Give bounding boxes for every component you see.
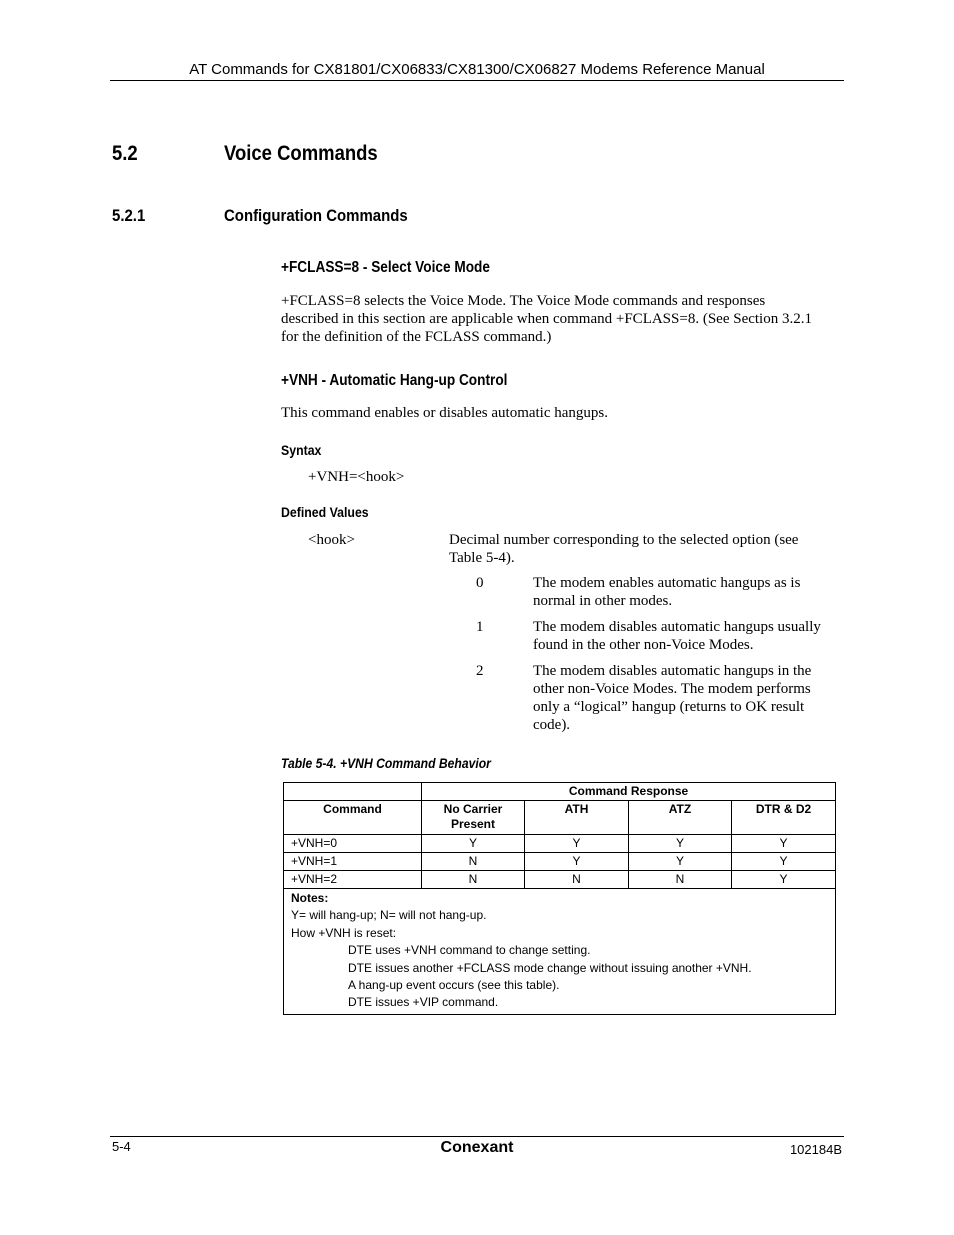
document-number: 102184B (789, 1142, 842, 1157)
option-line: only a “logical” hangup (returns to OK result (533, 699, 805, 715)
running-header: AT Commands for CX81801/CX06833/CX81300/CX06827 Modems Reference Manual (189, 61, 765, 78)
table-cell: Y (732, 835, 836, 853)
table-notes (284, 889, 836, 1015)
option-line: normal in other modes. (533, 593, 673, 609)
header-rule (110, 80, 844, 81)
table-cell: Y (629, 835, 732, 853)
param-description (449, 531, 839, 567)
table-cell: +VNH=0 (284, 835, 422, 853)
notes-title: Notes: (291, 891, 329, 905)
section-number: 5.2 (112, 142, 138, 165)
column-header: Command (284, 801, 422, 835)
table-cell: N (422, 853, 525, 871)
param-desc-line: Table 5-4). (449, 550, 515, 566)
option-description (533, 662, 843, 734)
fclass-line: described in this section are applicable when command +FCLASS=8. (See Section 3.2.1 (281, 311, 812, 327)
table-cell: Y (422, 835, 525, 853)
table-row (284, 853, 836, 871)
defined-values-heading: Defined Values (281, 504, 369, 520)
option-line: other non-Voice Modes. The modem performs (533, 681, 811, 697)
option-value: 0 (476, 575, 484, 591)
table-row (284, 871, 836, 889)
option-value: 1 (476, 619, 484, 635)
table-caption: Table 5-4. +VNH Command Behavior (281, 756, 491, 771)
reset-item: DTE issues another +FCLASS mode change without issuing another +VNH. (348, 960, 752, 975)
option-line: The modem disables automatic hangups in the (533, 663, 812, 679)
table-cell: Y (629, 853, 732, 871)
option-description (533, 574, 843, 610)
option-line: The modem enables automatic hangups as is (533, 575, 801, 591)
vnh-description: This command enables or disables automatic hangups. (281, 405, 609, 421)
option-description (533, 618, 843, 654)
subsection-number: 5.2.1 (112, 206, 146, 225)
fclass-line: +FCLASS=8 selects the Voice Mode. The Voice Mode commands and responses (281, 293, 766, 309)
table-cell: Y (525, 835, 629, 853)
subsection-title: Configuration Commands (224, 206, 408, 225)
reset-item: DTE issues +VIP command. (348, 995, 499, 1010)
option-line: The modem disables automatic hangups usually (533, 619, 821, 635)
option-value: 2 (476, 663, 484, 679)
section-title: Voice Commands (224, 142, 378, 165)
table-cell: Y (732, 871, 836, 889)
syntax-text: +VNH=<hook> (308, 469, 405, 485)
vnh-behavior-table (283, 782, 836, 1015)
table-cell: +VNH=2 (284, 871, 422, 889)
page-number: 5-4 (112, 1139, 131, 1154)
vnh-heading: +VNH - Automatic Hang-up Control (281, 372, 508, 389)
fclass-paragraph (281, 292, 841, 346)
footer-rule (110, 1136, 844, 1137)
column-header-line: No Carrier (443, 802, 503, 816)
group-header: Command Response (422, 783, 836, 801)
table-cell: Y (525, 853, 629, 871)
table-row (284, 835, 836, 853)
reset-item: A hang-up event occurs (see this table). (348, 978, 560, 993)
fclass-line: for the definition of the FCLASS command.) (281, 329, 552, 345)
company-name: Conexant (440, 1139, 514, 1156)
fclass-heading: +FCLASS=8 - Select Voice Mode (281, 259, 490, 276)
syntax-heading: Syntax (281, 442, 322, 458)
reset-item: DTE uses +VNH command to change setting. (348, 943, 591, 958)
table-corner-cell (284, 783, 422, 801)
param-name: <hook> (308, 532, 355, 548)
option-line: code). (533, 717, 571, 733)
column-header-line: Present (450, 817, 496, 831)
param-desc-line: Decimal number corresponding to the selected option (see (449, 532, 799, 548)
column-header: ATH (525, 801, 629, 835)
note-line: How +VNH is reset: (291, 925, 397, 940)
table-cell: N (525, 871, 629, 889)
table-cell: N (629, 871, 732, 889)
table-cell: +VNH=1 (284, 853, 422, 871)
column-header: DTR & D2 (732, 801, 836, 835)
table-cell: Y (732, 853, 836, 871)
table-cell: N (422, 871, 525, 889)
column-header (422, 801, 525, 835)
column-header: ATZ (629, 801, 732, 835)
note-line: Y= will hang-up; N= will not hang-up. (291, 908, 487, 923)
option-line: found in the other non-Voice Modes. (533, 637, 754, 653)
